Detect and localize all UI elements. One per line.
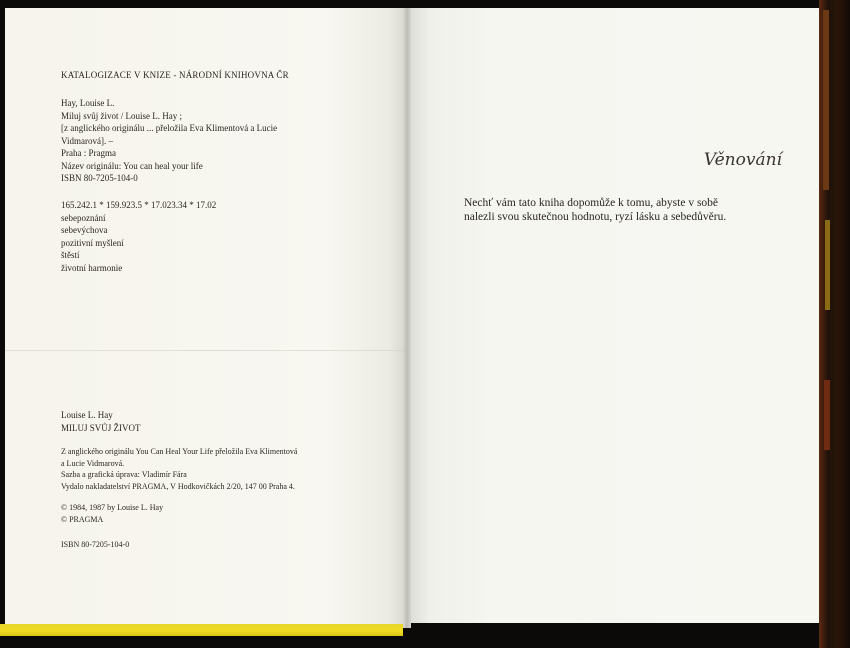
book-gutter [403, 8, 411, 628]
subject-line: pozitivní myšlení [61, 237, 124, 248]
subject-line: sebepoznání [61, 212, 106, 223]
right-page [409, 8, 819, 623]
imprint-book-title: MILUJ SVŮJ ŽIVOT [61, 422, 141, 433]
page-fold-crease [5, 350, 405, 351]
dedication-line: Nechť vám tato kniha dopomůže k tomu, abyste v sobě [464, 197, 719, 209]
imprint-copyright [61, 502, 163, 525]
credits-line: Z anglického originálu You Can Heal Your Life přeložila Eva Klimentová [61, 447, 298, 456]
credits-line: Vydalo nakladatelství PRAGMA, V Hodkovičkách 2/20, 147 00 Praha 4. [61, 481, 295, 491]
copyright-line: © PRAGMA [61, 514, 104, 524]
catalog-record-line: Miluj svůj život / Louise L. Hay ; [61, 110, 182, 121]
imprint-author: Louise L. Hay [61, 410, 113, 420]
imprint-author-title [61, 409, 141, 434]
credits-line: Sazba a grafická úprava: Vladimír Fára [61, 470, 187, 479]
catalog-subjects [61, 199, 216, 274]
copyright-line: © 1984, 1987 by Louise L. Hay [61, 503, 164, 512]
catalog-record-line: [z anglického originálu ... přeložila Eva Klimentová a Lucie [61, 123, 278, 133]
catalog-record [61, 97, 277, 185]
dedication-text [464, 196, 726, 224]
dedication-title: Věnování [703, 150, 782, 170]
imprint-isbn: ISBN 80-7205-104-0 [61, 540, 130, 549]
credits-line: a Lucie Vidmarová. [61, 458, 125, 468]
catalog-record-line: ISBN 80-7205-104-0 [61, 173, 138, 183]
dedication-line: nalezli svou skutečnou hodnotu, ryzí lásku a sebedůvěru. [464, 211, 727, 223]
subject-line: štěstí [61, 250, 80, 260]
yellow-cover-edge [0, 624, 403, 636]
dark-cover-edge [819, 0, 850, 648]
catalog-record-line: Hay, Louise L. [61, 98, 115, 108]
catalog-heading: KATALOGIZACE V KNIZE - NÁRODNÍ KNIHOVNA ČR [61, 70, 289, 80]
catalog-record-line: Praha : Pragma [61, 148, 116, 158]
subject-line: sebevýchova [61, 225, 108, 235]
catalog-record-line: Název originálu: You can heal your life [61, 160, 203, 171]
imprint-credits [61, 446, 297, 492]
subject-line: 165.242.1 * 159.923.5 * 17.023.34 * 17.02 [61, 200, 217, 210]
subject-line: životní harmonie [61, 262, 123, 273]
catalog-record-line: Vidmarová]. – [61, 135, 113, 146]
